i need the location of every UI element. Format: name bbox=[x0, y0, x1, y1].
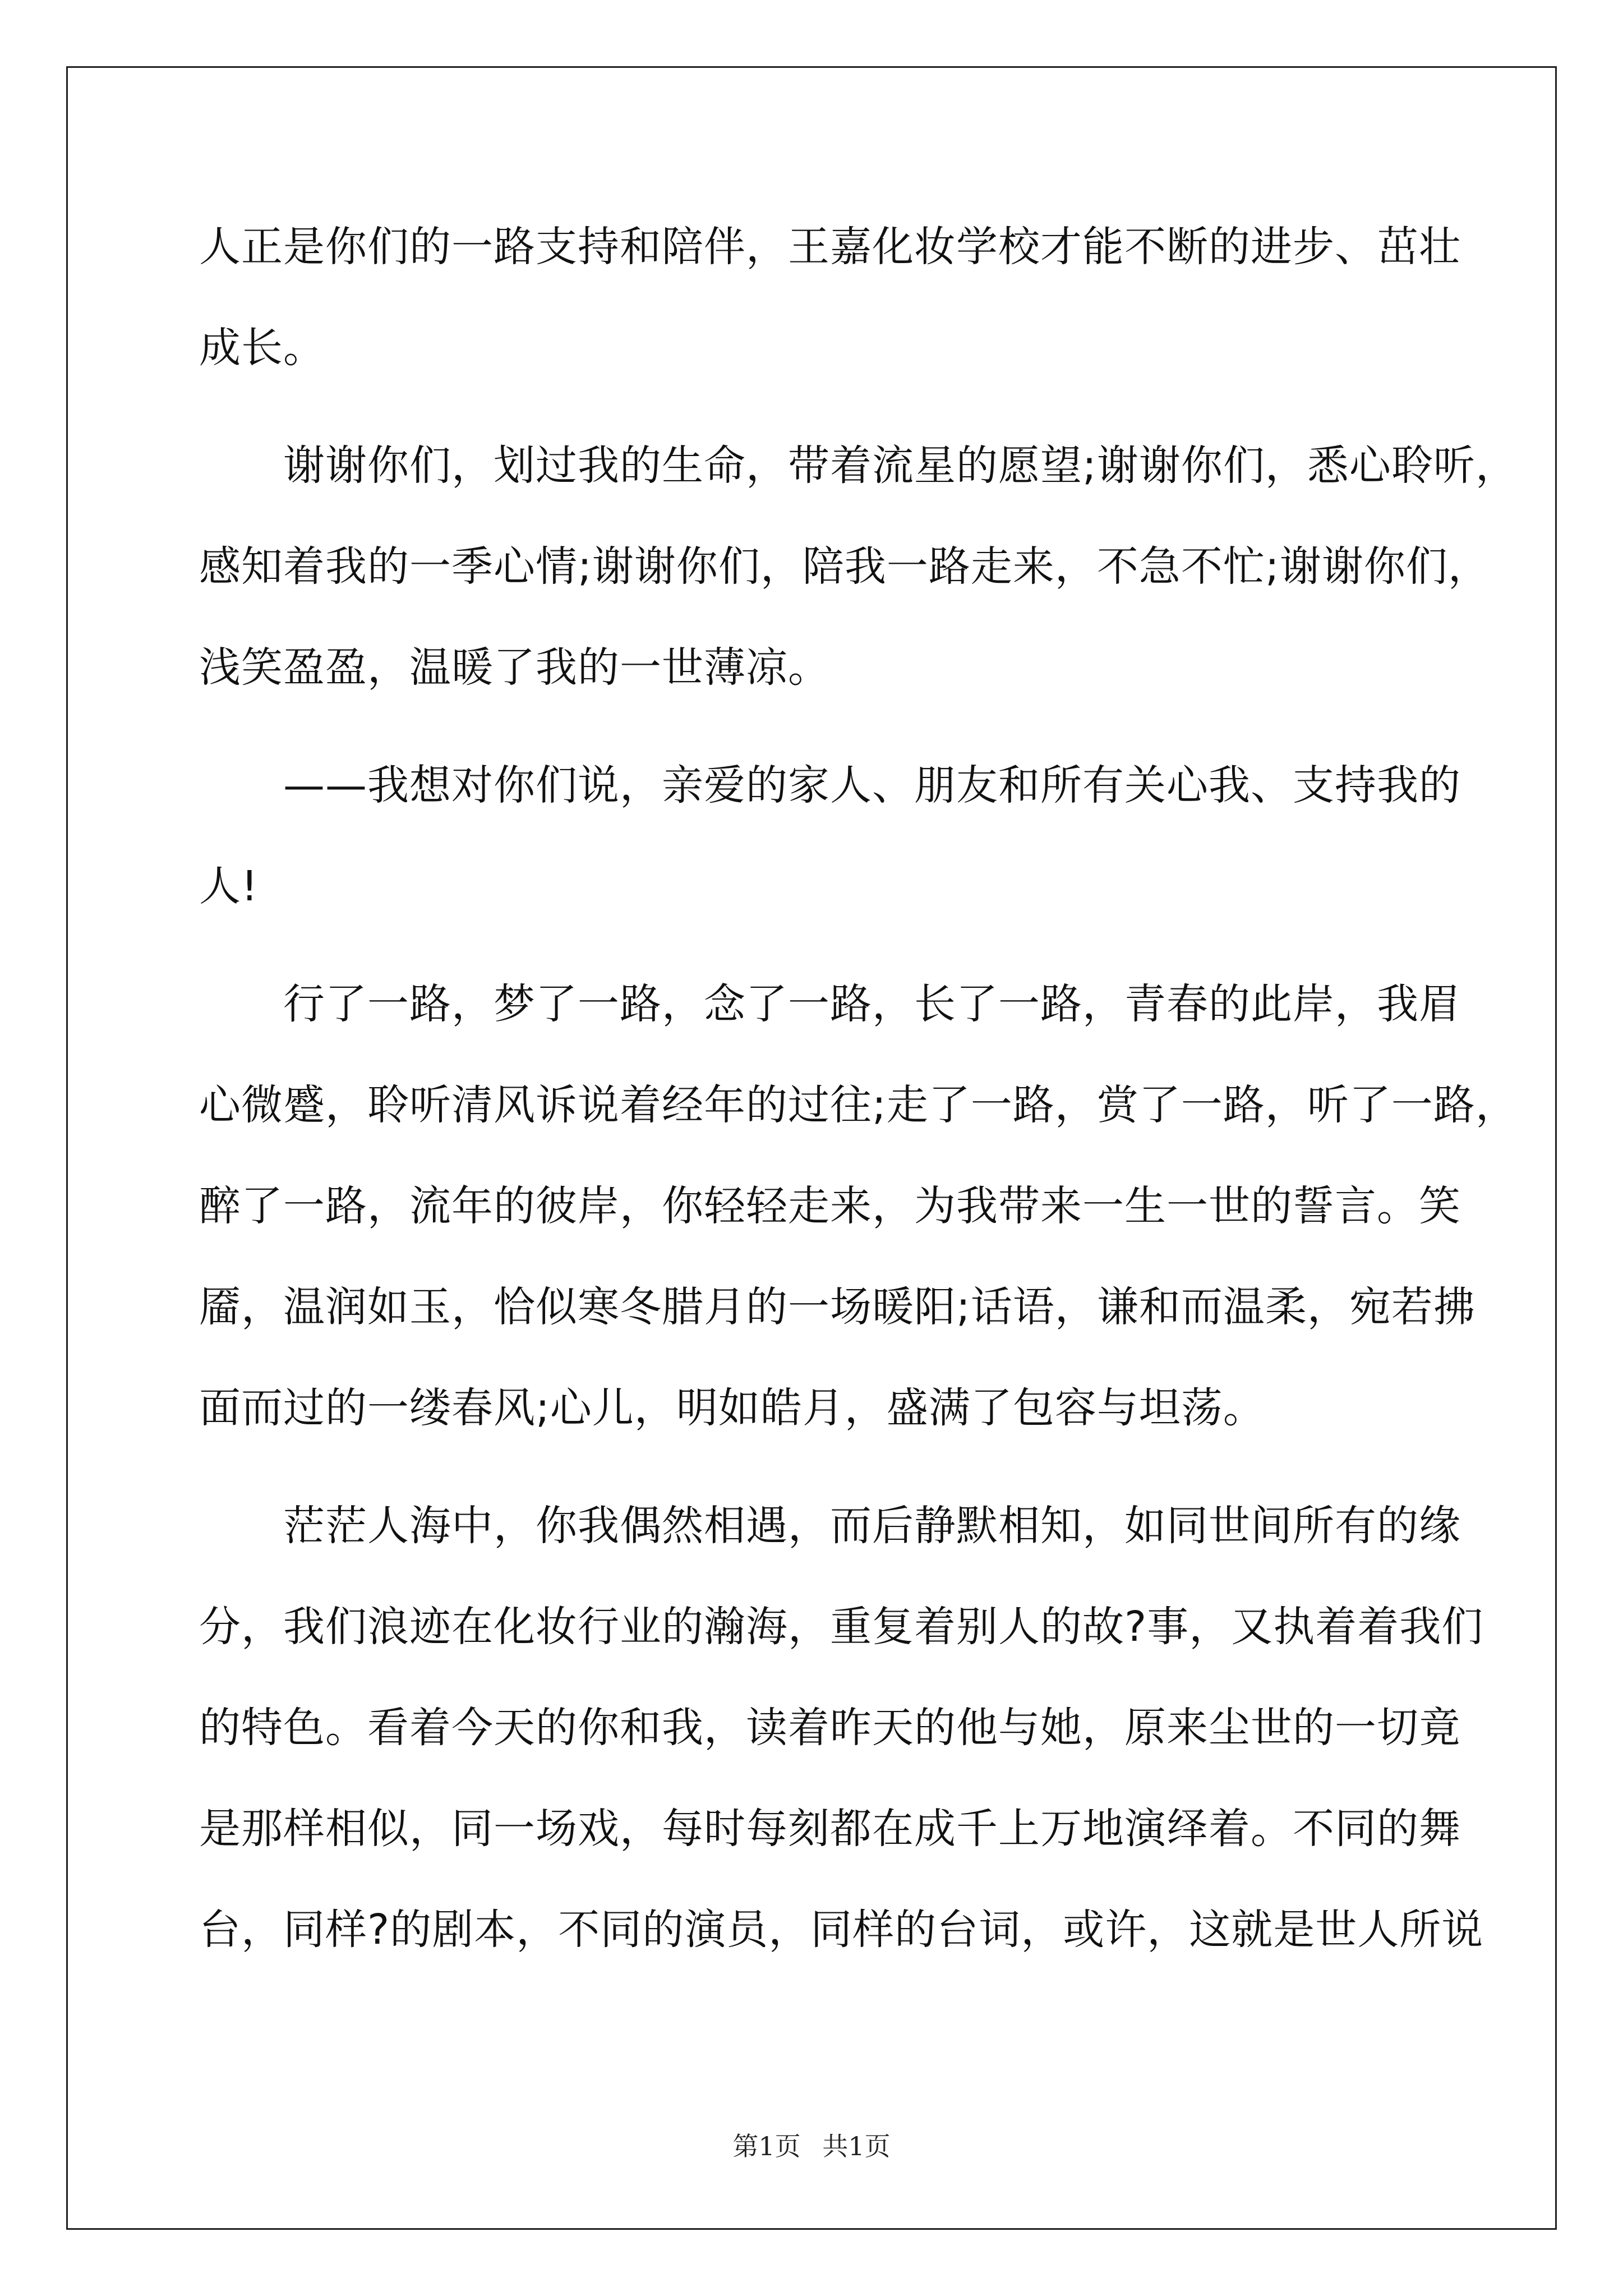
text-line-13: 茫茫人海中，你我偶然相遇，而后静默相知，如同世间所有的缘 bbox=[283, 1502, 1461, 1550]
page-number: 第1页 bbox=[732, 2131, 801, 2161]
text-line-14: 分，我们浪迹在化妆行业的瀚海，重复着别人的故?事，又执着着我们 bbox=[199, 1603, 1484, 1651]
text-line-11: 靥，温润如玉，恰似寒冬腊月的一场暖阳;话语，谦和而温柔，宛若拂 bbox=[199, 1283, 1476, 1331]
text-line-4: 感知着我的一季心情;谢谢你们，陪我一路走来，不急不忙;谢谢你们， bbox=[199, 542, 1490, 591]
text-line-3: 谢谢你们，划过我的生命，带着流星的愿望;谢谢你们，悉心聆听， bbox=[283, 441, 1518, 490]
text-line-2: 成长。 bbox=[199, 324, 325, 372]
text-line-12: 面而过的一缕春风;心儿，明如皓月，盛满了包容与坦荡。 bbox=[199, 1384, 1265, 1432]
text-line-9: 心微蹙，聆听清风诉说着经年的过往;走了一路，赏了一路，听了一路， bbox=[199, 1081, 1518, 1129]
text-line-16: 是那样相似，同一场戏，每时每刻都在成千上万地演绎着。不同的舞 bbox=[199, 1805, 1461, 1853]
text-line-8: 行了一路，梦了一路，念了一路，长了一路，青春的此岸，我眉 bbox=[283, 980, 1461, 1028]
text-line-15: 的特色。看着今天的你和我，读着昨天的他与她，原来尘世的一切竟 bbox=[199, 1704, 1461, 1752]
text-line-5: 浅笑盈盈，温暖了我的一世薄凉。 bbox=[199, 643, 830, 692]
page-footer bbox=[0, 2126, 1623, 2163]
text-line-17: 台，同样?的剧本，不同的演员，同样的台词，或许，这就是世人所说 bbox=[199, 1906, 1484, 1954]
text-line-1: 人正是你们的一路支持和陪伴，王嘉化妆学校才能不断的进步、茁壮 bbox=[199, 223, 1461, 271]
page-total: 共1页 bbox=[822, 2131, 891, 2161]
text-line-10: 醉了一路，流年的彼岸，你轻轻走来，为我带来一生一世的誓言。笑 bbox=[199, 1182, 1461, 1230]
text-line-7: 人! bbox=[199, 862, 259, 910]
text-line-6: ——我想对你们说，亲爱的家人、朋友和所有关心我、支持我的 bbox=[283, 761, 1461, 809]
